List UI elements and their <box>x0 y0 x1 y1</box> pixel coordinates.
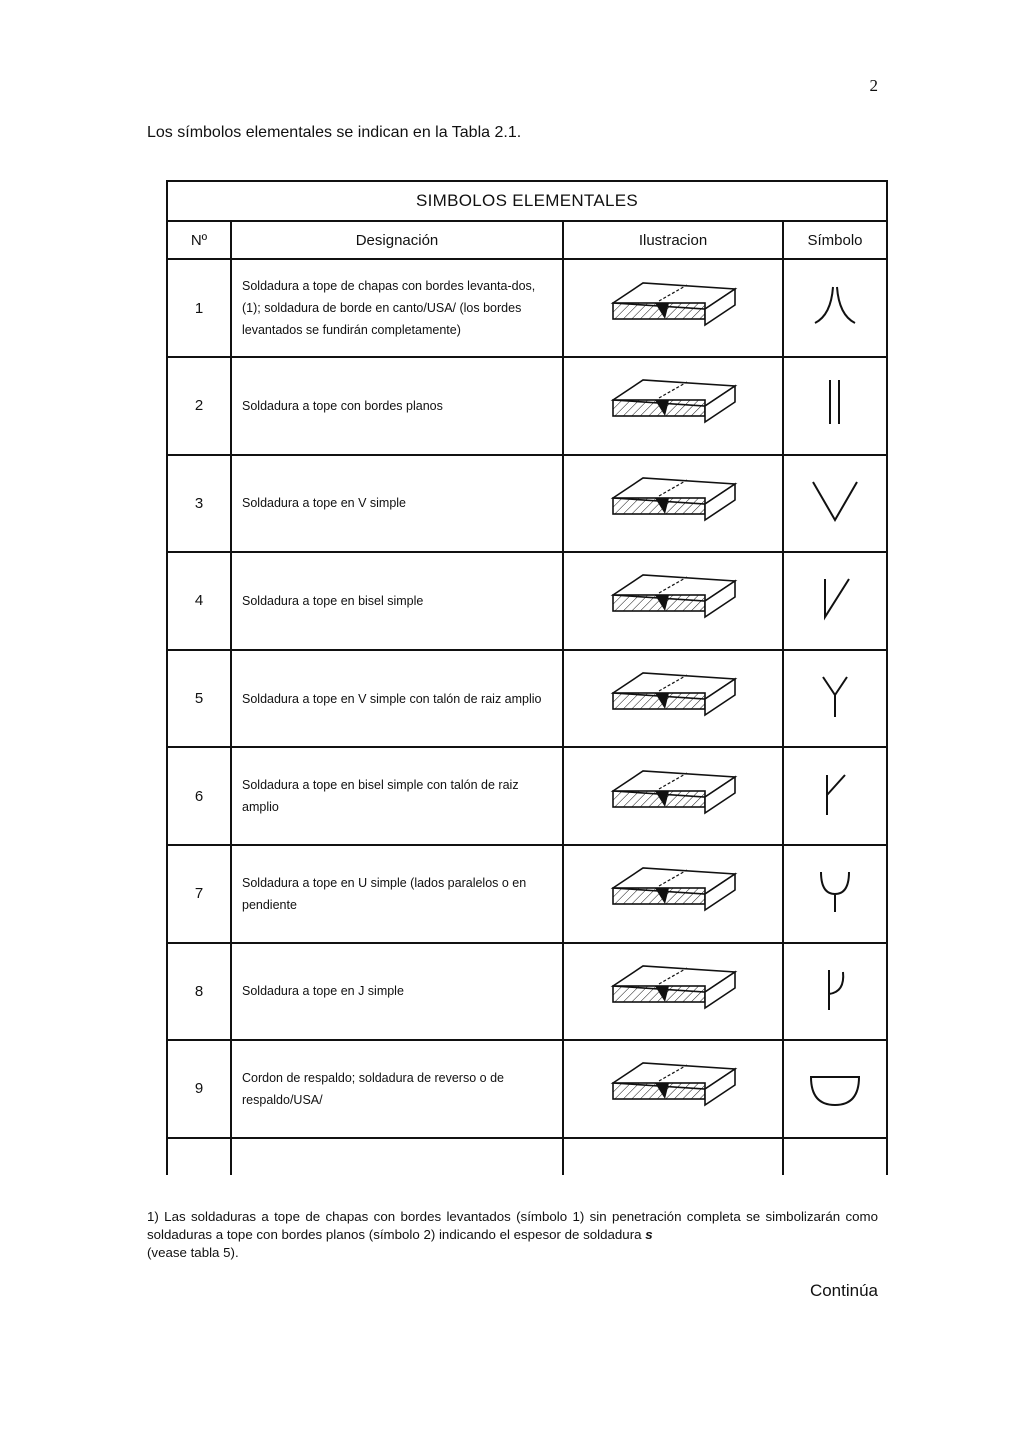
row-designation: Soldadura a tope en U simple (lados paralelos o en pendiente <box>231 845 563 943</box>
weld-illustration-icon <box>603 661 743 731</box>
table-row <box>167 357 887 455</box>
single-bevel-broad-root-symbol-icon <box>800 763 870 825</box>
row-designation: Soldadura a tope en bisel simple <box>231 552 563 650</box>
table-title: SIMBOLOS ELEMENTALES <box>167 181 887 221</box>
footnote <box>147 1208 878 1262</box>
row-number: 5 <box>167 650 231 748</box>
table-empty-row <box>167 1138 887 1175</box>
row-symbol <box>783 943 887 1041</box>
empty-cell <box>563 1138 783 1175</box>
table-row <box>167 650 887 748</box>
table-row <box>167 259 887 357</box>
flanged-butt-symbol-icon <box>800 275 870 337</box>
table-row <box>167 552 887 650</box>
header-designation: Designación <box>231 221 563 259</box>
row-illustration <box>563 552 783 650</box>
single-bevel-symbol-icon <box>800 567 870 629</box>
header-symbol: Símbolo <box>783 221 887 259</box>
row-symbol <box>783 845 887 943</box>
row-number: 9 <box>167 1040 231 1138</box>
row-number: 7 <box>167 845 231 943</box>
table-row <box>167 943 887 1041</box>
row-designation: Cordon de respaldo; soldadura de reverso o de respaldo/USA/ <box>231 1040 563 1138</box>
single-j-symbol-icon <box>800 958 870 1020</box>
weld-illustration-icon <box>603 563 743 633</box>
footnote-reference: (vease tabla 5). <box>147 1245 239 1260</box>
row-symbol <box>783 259 887 357</box>
table-row <box>167 455 887 553</box>
empty-cell <box>231 1138 563 1175</box>
row-symbol <box>783 650 887 748</box>
row-designation: Soldadura a tope en bisel simple con talón de raiz amplio <box>231 747 563 845</box>
weld-illustration-icon <box>603 856 743 926</box>
symbols-table <box>166 180 888 1175</box>
row-symbol <box>783 455 887 553</box>
single-v-symbol-icon <box>800 470 870 532</box>
square-butt-symbol-icon <box>800 372 870 434</box>
weld-illustration-icon <box>603 368 743 438</box>
footnote-text: 1) Las soldaduras a tope de chapas con bordes levantados (símbolo 1) sin penetración completa se simbolizarán como soldaduras a tope con bordes planos (símbolo 2) indicando el espesor de soldadura <box>147 1209 878 1242</box>
backing-run-symbol-icon <box>800 1055 870 1117</box>
single-v-broad-root-symbol-icon <box>800 665 870 727</box>
row-symbol <box>783 747 887 845</box>
single-u-symbol-icon <box>800 860 870 922</box>
row-illustration <box>563 747 783 845</box>
intro-text: Los símbolos elementales se indican en la Tabla 2.1. <box>147 124 522 141</box>
row-illustration <box>563 357 783 455</box>
table-row <box>167 1040 887 1138</box>
row-number: 8 <box>167 943 231 1041</box>
weld-illustration-icon <box>603 271 743 341</box>
table-header-row <box>167 221 887 259</box>
table-row <box>167 747 887 845</box>
row-symbol <box>783 1040 887 1138</box>
row-number: 1 <box>167 259 231 357</box>
page-number: 2 <box>869 76 878 95</box>
row-illustration <box>563 650 783 748</box>
row-number: 4 <box>167 552 231 650</box>
weld-illustration-icon <box>603 759 743 829</box>
row-designation: Soldadura a tope de chapas con bordes levanta-dos,(1); soldadura de borde en canto/USA/ (los bordes levantados se fundirán completamente) <box>231 259 563 357</box>
row-number: 6 <box>167 747 231 845</box>
row-illustration <box>563 259 783 357</box>
row-symbol <box>783 357 887 455</box>
empty-cell <box>167 1138 231 1175</box>
header-num: Nº <box>167 221 231 259</box>
row-number: 3 <box>167 455 231 553</box>
weld-illustration-icon <box>603 466 743 536</box>
empty-cell <box>783 1138 887 1175</box>
row-designation: Soldadura a tope en V simple <box>231 455 563 553</box>
header-illustration: Ilustracion <box>563 221 783 259</box>
row-illustration <box>563 943 783 1041</box>
table-body <box>167 259 887 1137</box>
weld-illustration-icon <box>603 1051 743 1121</box>
row-number: 2 <box>167 357 231 455</box>
row-symbol <box>783 552 887 650</box>
row-designation: Soldadura a tope en J simple <box>231 943 563 1041</box>
row-designation: Soldadura a tope en V simple con talón de raiz amplio <box>231 650 563 748</box>
row-designation: Soldadura a tope con bordes planos <box>231 357 563 455</box>
weld-illustration-icon <box>603 954 743 1024</box>
table-row <box>167 845 887 943</box>
row-illustration <box>563 1040 783 1138</box>
continues-label: Continúa <box>809 1281 878 1300</box>
footnote-variable: s <box>645 1227 653 1242</box>
row-illustration <box>563 455 783 553</box>
row-illustration <box>563 845 783 943</box>
